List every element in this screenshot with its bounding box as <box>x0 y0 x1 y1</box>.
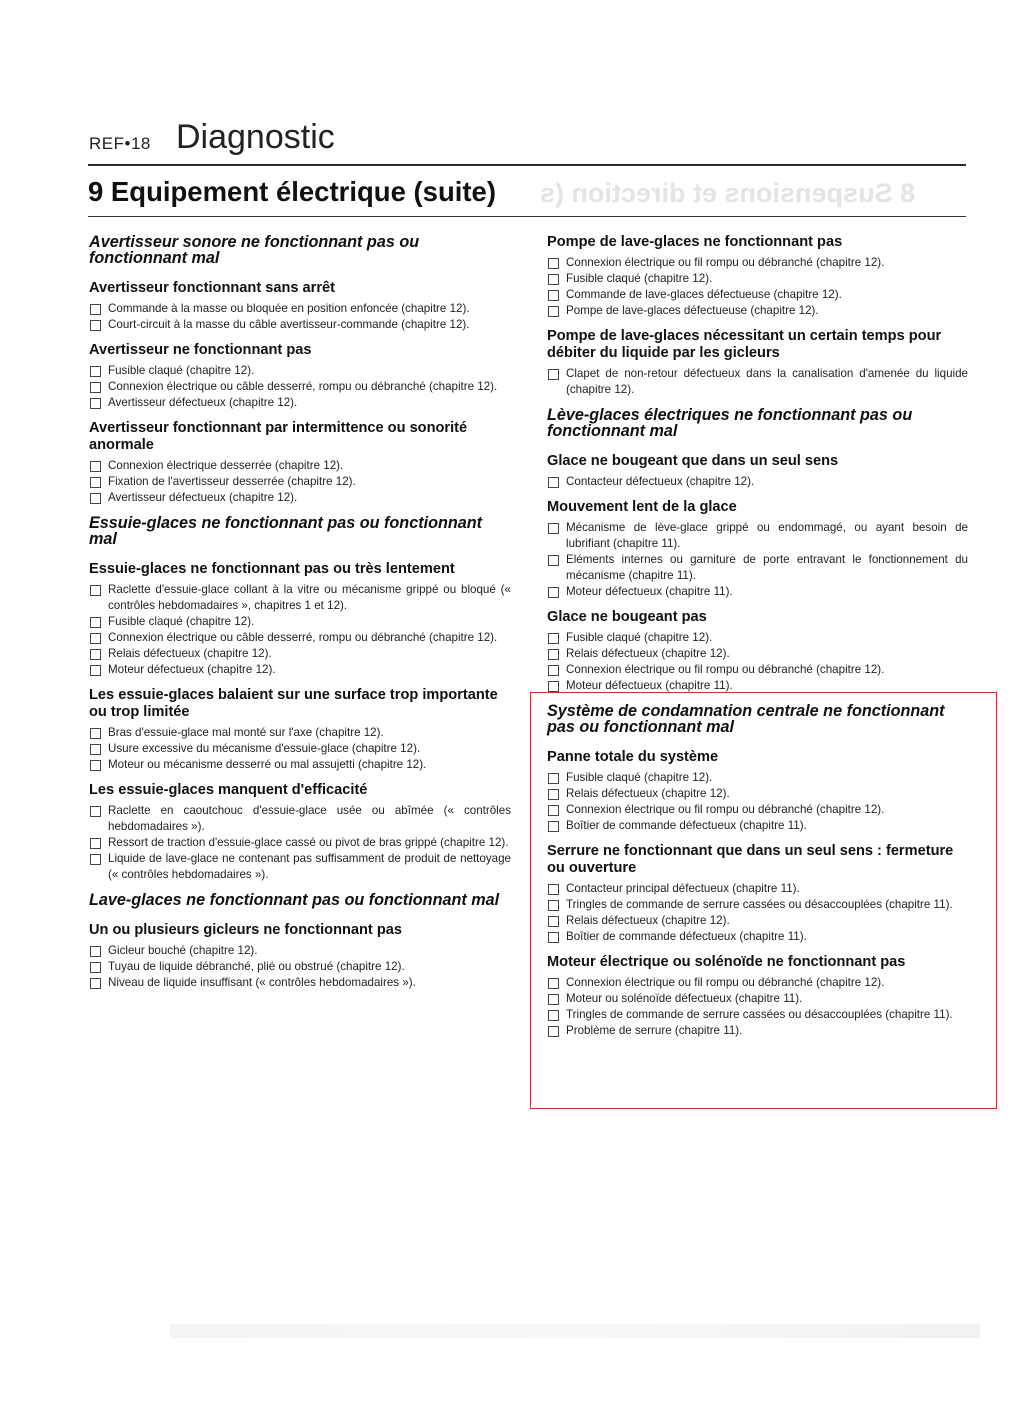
checklist-item <box>89 851 511 883</box>
checkbox-icon <box>90 398 101 409</box>
checklist-item <box>547 271 968 287</box>
checklist-item <box>89 741 511 757</box>
checklist-item-text: Moteur défectueux (chapitre 11). <box>566 585 733 598</box>
subsection-heading: Pompe de lave-glaces ne fonctionnant pas <box>547 234 843 250</box>
checklist-item <box>547 646 968 662</box>
checklist-item <box>89 395 511 411</box>
subsection-heading: Avertisseur ne fonctionnant pas <box>89 342 312 358</box>
checklist-item-text: Connexion électrique ou fil rompu ou débranché (chapitre 12). <box>566 803 885 816</box>
checklist <box>547 630 968 694</box>
checklist-item <box>89 458 511 474</box>
subsection-heading: Glace ne bougeant que dans un seul sens <box>547 453 839 469</box>
checklist <box>89 725 511 773</box>
checklist-item <box>89 803 511 835</box>
checklist-item <box>89 363 511 379</box>
checklist-item <box>89 317 511 333</box>
checklist-item-text: Contacteur défectueux (chapitre 12). <box>566 475 755 488</box>
checklist-item <box>89 301 511 317</box>
section-heading-lave-glaces-ne-fonctionnant-pas-ou-fonct: Lave-glaces ne fonctionnant pas ou fonctionnant mal <box>89 891 500 909</box>
checkbox-icon <box>90 978 101 989</box>
bleed-through-text: 8 Suspensions et direction (s <box>540 178 916 208</box>
checklist <box>89 803 511 883</box>
checkbox-icon <box>90 366 101 377</box>
checkbox-icon <box>548 665 559 676</box>
checklist-item-text: Pompe de lave-glaces défectueuse (chapitre 12). <box>566 304 819 317</box>
checklist-item-text: Connexion électrique ou fil rompu ou débranché (chapitre 12). <box>566 663 885 676</box>
checkbox-icon <box>548 649 559 660</box>
checklist-item-text: Commande à la masse ou bloquée en position enfoncée (chapitre 12). <box>108 302 470 315</box>
document-title: Diagnostic <box>176 118 335 156</box>
checkbox-icon <box>90 806 101 817</box>
checklist-item-text: Connexion électrique ou câble desserré, rompu ou débranché (chapitre 12). <box>108 631 498 644</box>
checklist-item-text: Relais défectueux (chapitre 12). <box>566 914 730 927</box>
subsection-heading: Serrure ne fonctionnant que dans un seul sens : fermeture ou ouverture <box>547 843 954 876</box>
checklist-item <box>89 725 511 741</box>
checklist-item-text: Tringles de commande de serrure cassées ou désaccouplées (chapitre 11). <box>566 1008 953 1021</box>
checklist <box>547 255 968 319</box>
checklist-item-text: Moteur ou mécanisme desserré ou mal assujetti (chapitre 12). <box>108 758 427 771</box>
checklist-item-text: Eléments internes ou garniture de porte entravant le fonctionnement du mécanisme (chapitre 11). <box>566 553 968 582</box>
checkbox-icon <box>90 946 101 957</box>
checklist-item-text: Connexion électrique ou câble desserré, rompu ou débranché (chapitre 12). <box>108 380 498 393</box>
checkbox-icon <box>90 617 101 628</box>
checklist-item-text: Fusible claqué (chapitre 12). <box>108 364 255 377</box>
checklist-item <box>547 474 968 490</box>
checklist-item <box>547 303 968 319</box>
checklist-item-text: Problème de serrure (chapitre 11). <box>566 1024 743 1037</box>
checkbox-icon <box>90 461 101 472</box>
checkbox-icon <box>548 587 559 598</box>
checklist-item-text: Relais défectueux (chapitre 12). <box>566 647 730 660</box>
section-title: 9 Equipement électrique (suite) <box>88 176 966 217</box>
checkbox-icon <box>548 633 559 644</box>
page-header <box>88 118 966 166</box>
section-heading-systeme-de-condamnation-centrale-ne-fonc: Système de condamnation centrale ne fonctionnant pas ou fonctionnant mal <box>547 702 945 736</box>
checklist-item-text: Relais défectueux (chapitre 12). <box>566 787 730 800</box>
checkbox-icon <box>548 523 559 534</box>
checklist-item <box>89 646 511 662</box>
section-heading-essuie-glaces-ne-fonctionnant-pas-ou-fon: Essuie-glaces ne fonctionnant pas ou fonctionnant mal <box>89 514 483 548</box>
checklist <box>547 520 968 600</box>
checkbox-icon <box>90 649 101 660</box>
subsection-heading: Glace ne bougeant pas <box>547 609 707 625</box>
section-heading-leve-glaces-electriques-ne-fonctionnant-: Lève-glaces électriques ne fonctionnant pas ou fonctionnant mal <box>547 406 913 440</box>
checklist-item-text: Tringles de commande de serrure cassées ou désaccouplées (chapitre 11). <box>566 898 953 911</box>
subsection-heading: Moteur électrique ou solénoïde ne fonctionnant pas <box>547 954 906 970</box>
checklist-item-text: Moteur défectueux (chapitre 12). <box>108 663 276 676</box>
subsection-heading: Avertisseur fonctionnant sans arrêt <box>89 280 335 296</box>
checklist-item-text: Liquide de lave-glace ne contenant pas suffisamment de produit de nettoyage (« contrôles hebdomadaires »). <box>108 852 511 881</box>
checkbox-icon <box>90 585 101 596</box>
checkbox-icon <box>548 369 559 380</box>
checklist-item <box>89 757 511 773</box>
checklist-item-text: Moteur ou solénoïde défectueux (chapitre 11). <box>566 992 803 1005</box>
checklist-item <box>547 366 968 398</box>
checklist-item-text: Fusible claqué (chapitre 12). <box>566 272 713 285</box>
subsection-heading: Avertisseur fonctionnant par intermittence ou sonorité anormale <box>89 420 468 453</box>
checkbox-icon <box>548 290 559 301</box>
checklist-item-text: Fusible claqué (chapitre 12). <box>108 615 255 628</box>
checkbox-icon <box>90 382 101 393</box>
checkbox-icon <box>90 744 101 755</box>
checklist-item <box>547 630 968 646</box>
section-heading-avertisseur-sonore-ne-fonctionnant-pas-o: Avertisseur sonore ne fonctionnant pas ou fonctionnant mal <box>89 233 420 267</box>
checklist <box>547 366 968 398</box>
checkbox-icon <box>90 493 101 504</box>
checkbox-icon <box>90 665 101 676</box>
checklist-item-text: Tuyau de liquide débranché, plié ou obstrué (chapitre 12). <box>108 960 405 973</box>
checklist-item-text: Connexion électrique desserrée (chapitre 12). <box>108 459 344 472</box>
checkbox-icon <box>90 838 101 849</box>
checklist-item <box>89 975 511 991</box>
checklist-item <box>89 630 511 646</box>
subsection-heading: Essuie-glaces ne fonctionnant pas ou très lentement <box>89 561 455 577</box>
checklist-item-text: Gicleur bouché (chapitre 12). <box>108 944 258 957</box>
checklist-item-text: Court-circuit à la masse du câble avertisseur-commande (chapitre 12). <box>108 318 470 331</box>
subsection-heading: Pompe de lave-glaces nécessitant un certain temps pour débiter du liquide par les gicleurs <box>547 328 942 361</box>
checklist-item <box>89 582 511 614</box>
checklist-item-text: Avertisseur défectueux (chapitre 12). <box>108 491 298 504</box>
subsection-heading: Un ou plusieurs gicleurs ne fonctionnant pas <box>89 922 402 938</box>
checkbox-icon <box>548 555 559 566</box>
checklist-item <box>547 287 968 303</box>
checklist <box>89 582 511 678</box>
checklist-item <box>89 835 511 851</box>
subsection-heading: Mouvement lent de la glace <box>547 499 737 515</box>
checklist-item-text: Connexion électrique ou fil rompu ou débranché (chapitre 12). <box>566 256 885 269</box>
checklist-item-text: Boîtier de commande défectueux (chapitre 11). <box>566 819 807 832</box>
checklist-item <box>547 255 968 271</box>
checklist-item-text: Relais défectueux (chapitre 12). <box>108 647 272 660</box>
checklist-item-text: Raclette d'essuie-glace collant à la vitre ou mécanisme grippé ou bloqué (« contrôles hebdomadaires », chapitres 1 et 12). <box>108 583 511 612</box>
checklist-item-text: Contacteur principal défectueux (chapitre 11). <box>566 882 800 895</box>
checklist-item-text: Raclette en caoutchouc d'essuie-glace usée ou abîmée (« contrôles hebdomadaires »). <box>108 804 511 833</box>
checklist-item-text: Usure excessive du mécanisme d'essuie-glace (chapitre 12). <box>108 742 421 755</box>
checklist-item <box>547 552 968 584</box>
checklist-item <box>89 943 511 959</box>
subsection-heading: Les essuie-glaces balaient sur une surface trop importante ou trop limitée <box>89 687 498 720</box>
checklist <box>89 301 511 333</box>
checklist-item <box>89 959 511 975</box>
left-column <box>89 234 511 1000</box>
checklist-item-text: Clapet de non-retour défectueux dans la canalisation d'amenée du liquide (chapitre 12). <box>566 367 968 396</box>
checklist-item-text: Moteur défectueux (chapitre 11). <box>566 679 733 692</box>
checklist-item <box>547 584 968 600</box>
checklist <box>89 943 511 991</box>
checkbox-icon <box>548 306 559 317</box>
checklist-item <box>547 662 968 678</box>
subsection-heading: Panne totale du système <box>547 749 719 765</box>
checklist-item-text: Ressort de traction d'essuie-glace cassé ou pivot de bras grippé (chapitre 12). <box>108 836 509 849</box>
checkbox-icon <box>90 962 101 973</box>
page-number: REF•18 <box>89 134 151 153</box>
checkbox-icon <box>90 728 101 739</box>
checklist-item-text: Fusible claqué (chapitre 12). <box>566 771 713 784</box>
checklist-item-text: Niveau de liquide insuffisant (« contrôles hebdomadaires »). <box>108 976 416 989</box>
checklist <box>547 474 968 490</box>
checkbox-icon <box>90 760 101 771</box>
checklist-item-text: Mécanisme de lève-glace grippé ou endommagé, ou ayant besoin de lubrifiant (chapitre 11). <box>566 521 968 550</box>
checkbox-icon <box>90 477 101 488</box>
checklist-item-text: Fixation de l'avertisseur desserrée (chapitre 12). <box>108 475 356 488</box>
checkbox-icon <box>548 274 559 285</box>
checklist-item-text: Fusible claqué (chapitre 12). <box>566 631 713 644</box>
checkbox-icon <box>90 854 101 865</box>
checkbox-icon <box>548 258 559 269</box>
checklist <box>89 363 511 411</box>
checklist-item <box>89 474 511 490</box>
checkbox-icon <box>548 681 559 692</box>
checklist-item-text: Boîtier de commande défectueux (chapitre 11). <box>566 930 807 943</box>
checkbox-icon <box>90 633 101 644</box>
checklist-item <box>89 490 511 506</box>
highlight-annotation-box <box>530 692 997 1109</box>
checklist-item-text: Bras d'essuie-glace mal monté sur l'axe (chapitre 12). <box>108 726 384 739</box>
checklist-item-text: Avertisseur défectueux (chapitre 12). <box>108 396 298 409</box>
checklist-item-text: Connexion électrique ou fil rompu ou débranché (chapitre 12). <box>566 976 885 989</box>
checklist <box>89 458 511 506</box>
footer-bleed-through <box>170 1324 980 1338</box>
subsection-heading: Les essuie-glaces manquent d'efficacité <box>89 782 368 798</box>
checkbox-icon <box>548 477 559 488</box>
checklist-item <box>89 614 511 630</box>
checklist-item <box>89 379 511 395</box>
checkbox-icon <box>90 304 101 315</box>
checklist-item <box>547 520 968 552</box>
checkbox-icon <box>90 320 101 331</box>
checklist-item <box>89 662 511 678</box>
checklist-item-text: Commande de lave-glaces défectueuse (chapitre 12). <box>566 288 842 301</box>
